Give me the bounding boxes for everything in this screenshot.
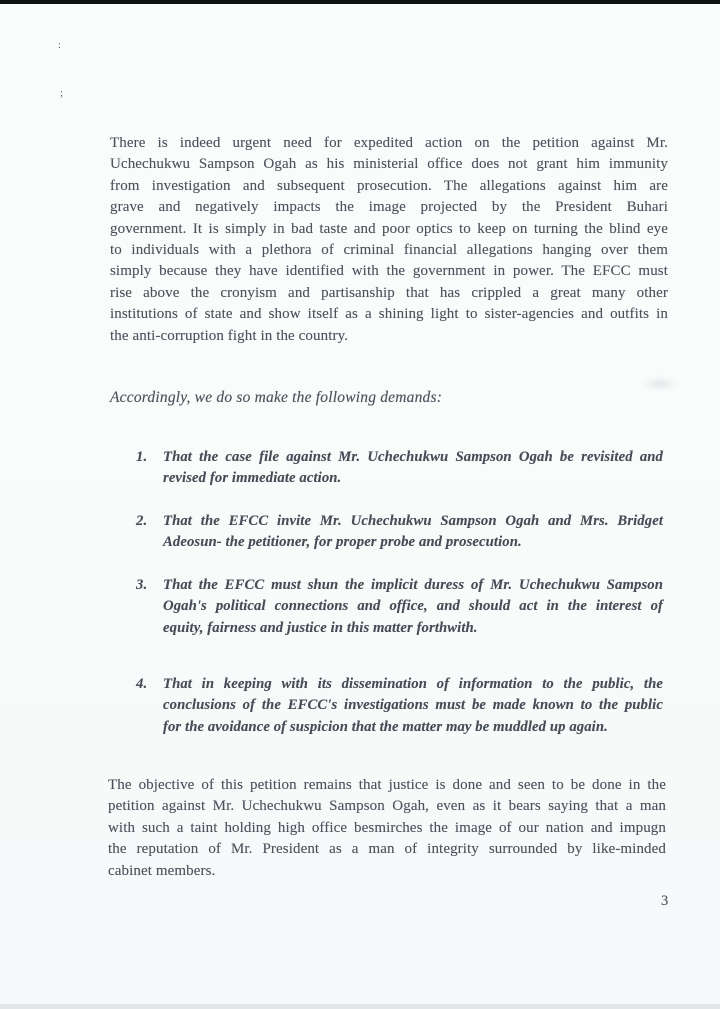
demand-number: 4.: [136, 676, 148, 692]
scan-edge-top: [0, 0, 720, 4]
demand-text: [163, 511, 663, 554]
text-line: Uchechukwu Sampson Ogah as his ministerial office does not grant him immunity: [110, 156, 668, 173]
text-line: Ogah's political connections and office, and should act in the interest of: [163, 598, 663, 615]
stray-scan-mark: :: [58, 40, 61, 51]
text-line: with such a taint holding high office besmirches the image of our nation and impugn: [108, 819, 666, 836]
text-line: conclusions of the EFCC's investigations must be made known to the public: [163, 697, 663, 714]
text-line: for the avoidance of suspicion that the matter may be muddled up again.: [163, 718, 608, 735]
page-number: 3: [661, 893, 669, 909]
text-line: institutions of state and show itself as a shining light to sister-agencies and outfits in: [110, 306, 668, 323]
stray-scan-mark: ;: [60, 87, 64, 99]
demands-heading: Accordingly, we do so make the following demands:: [110, 389, 443, 406]
text-line: government. It is simply in bad taste and poor optics to keep on turning the blind eye: [110, 220, 668, 237]
scan-edge-bottom: [0, 1004, 720, 1009]
text-line: That the case file against Mr. Uchechukwu Sampson Ogah be revisited and: [163, 449, 663, 465]
text-line: the anti-corruption fight in the country.: [110, 327, 349, 344]
text-line: cabinet members.: [108, 862, 216, 879]
text-line: from investigation and subsequent prosecution. The allegations against him are: [110, 177, 668, 194]
demand-text: [163, 575, 663, 639]
text-line: That the EFCC must shun the implicit duress of Mr. Uchechukwu Sampson: [163, 577, 663, 593]
closing-paragraph: [108, 775, 666, 882]
text-line: simply because they have identified with the government in power. The EFCC must: [110, 263, 668, 280]
text-line: That in keeping with its dissemination of information to the public, the: [163, 676, 663, 692]
demand-item-2: [136, 511, 663, 554]
text-line: petition against Mr. Uchechukwu Sampson Ogah, even as it bears saying that a man: [108, 798, 666, 815]
text-line: rise above the cronyism and partisanship that has crippled a great many other: [110, 284, 668, 301]
text-line: to individuals with a plethora of criminal financial allegations hanging over them: [110, 242, 668, 259]
demand-item-4: [136, 674, 663, 738]
body-paragraph: [110, 133, 668, 347]
demand-number: 3.: [136, 577, 148, 593]
demand-item-1: [136, 447, 663, 490]
demand-text: [163, 447, 663, 490]
demand-text: [163, 674, 663, 738]
demand-number: 2.: [136, 513, 148, 529]
text-line: the reputation of Mr. President as a man of integrity surrounded by like-minded: [108, 841, 666, 858]
text-line: grave and negatively impacts the image projected by the President Buhari: [110, 199, 668, 216]
text-line: revised for immediate action.: [163, 470, 342, 487]
text-line: There is indeed urgent need for expedited action on the petition against Mr.: [110, 135, 668, 151]
text-line: equity, fairness and justice in this matter forthwith.: [163, 619, 478, 636]
text-line: That the EFCC invite Mr. Uchechukwu Sampson Ogah and Mrs. Bridget: [163, 513, 663, 529]
scan-smudge: [642, 376, 678, 391]
text-line: The objective of this petition remains that justice is done and seen to be done in the: [108, 777, 666, 793]
text-line: Adeosun- the petitioner, for proper probe and prosecution.: [163, 534, 522, 551]
demand-item-3: [136, 575, 663, 639]
demand-number: 1.: [136, 449, 148, 465]
